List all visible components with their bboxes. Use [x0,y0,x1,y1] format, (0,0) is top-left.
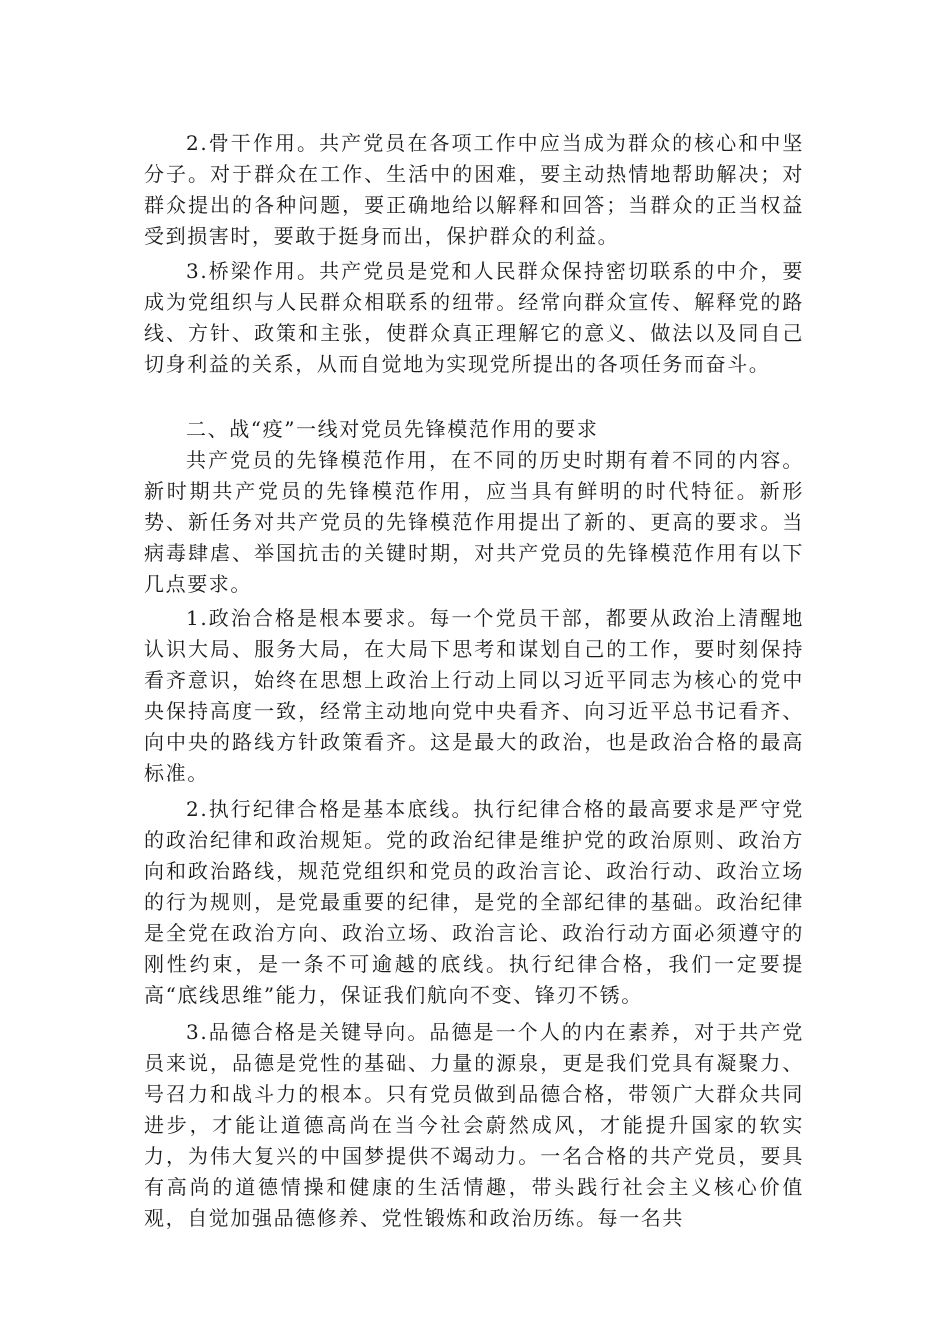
section-heading [144,414,804,445]
paragraph-bridge-role [144,256,804,380]
paragraph-text: 2.骨干作用。共产党员在各项工作中应当成为群众的核心和中坚分子。对于群众在工作、生活中的困难，要主动热情地帮助解决；对群众提出的各种问题，要正确地给以解释和回答；当群众的正当权益受到损害时，要敢于挺身而出，保护群众的利益。 [144,131,804,248]
paragraph-intro-requirements [144,445,804,600]
paragraph-discipline-qualification [144,794,804,1011]
paragraph-text: 3.桥梁作用。共产党员是党和人民群众保持密切联系的中介，要成为党组织与人民群众相联系的纽带。经常向群众宣传、解释党的路线、方针、政策和主张，使群众真正理解它的意义、做法以及同自己切身利益的关系，从而自觉地为实现党所提出的各项任务而奋斗。 [144,259,804,376]
paragraph-text: 2.执行纪律合格是基本底线。执行纪律合格的最高要求是严守党的政治纪律和政治规矩。党的政治纪律是维护党的政治原则、政治方向和政治路线，规范党组织和党员的政治言论、政治行动、政治立场的行为规则，是党最重要的纪律，是党的全部纪律的基础。政治纪律是全党在政治方向、政治立场、政治言论、政治行动方面必须遵守的刚性约束，是一条不可逾越的底线。执行纪律合格，我们一定要提高“底线思维”能力，保证我们航向不变、锋刃不锈。 [144,797,804,1007]
paragraph-text: 3.品德合格是关键导向。品德是一个人的内在素养，对于共产党员来说，品德是党性的基础、力量的源泉，更是我们党具有凝聚力、号召力和战斗力的根本。只有党员做到品德合格，带领广大群众共同进步，才能让道德高尚在当今社会蔚然成风，才能提升国家的软实力，为伟大复兴的中国梦提供不竭动力。一名合格的共产党员，要具有高尚的道德情操和健康的生活情趣，带头践行社会主义核心价值观，自觉加强品德修养、党性锻炼和政治历练。每一名共 [144,1020,804,1230]
paragraph-backbone-role [144,128,804,252]
paragraph-political-qualification [144,603,804,789]
paragraph-text: 共产党员的先锋模范作用，在不同的历史时期有着不同的内容。新时期共产党员的先锋模范作用，应当具有鲜明的时代特征。新形势、新任务对共产党员的先锋模范作用提出了新的、更高的要求。当病毒肆虐、举国抗击的关键时期，对共产党员的先锋模范作用有以下几点要求。 [144,448,804,596]
paragraph-morality-qualification [144,1017,804,1234]
paragraph-text: 1.政治合格是根本要求。每一个党员干部，都要从政治上清醒地认识大局、服务大局，在大局下思考和谋划自己的工作，要时刻保持看齐意识，始终在思想上政治上行动上同以习近平同志为核心的党中央保持高度一致，经常主动地向党中央看齐、向习近平总书记看齐、向中央的路线方针政策看齐。这是最大的政治，也是政治合格的最高标准。 [144,606,804,785]
heading-text: 二、战“疫”一线对党员先锋模范作用的要求 [186,417,599,441]
